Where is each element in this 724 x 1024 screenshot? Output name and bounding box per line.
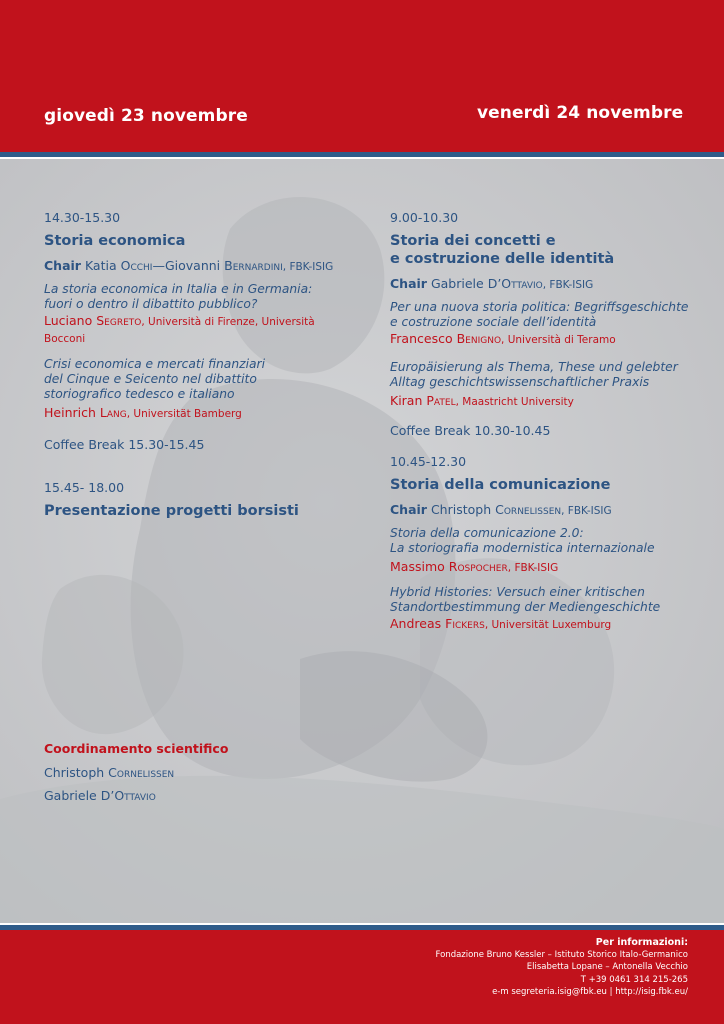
talk-title: Per una nuova storia politica: Begriffsgeschichte e costruzione sociale dell’identità (390, 300, 689, 329)
talk-speaker (390, 393, 690, 410)
session-title: Storia della comunicazione (390, 477, 611, 493)
speaker-first-name: Francesco (390, 331, 453, 346)
coordinator-first-name: Gabriele (44, 788, 97, 803)
talk-speaker (390, 331, 690, 348)
chair-separator: —Giovanni (152, 258, 221, 273)
talk-speaker (390, 559, 690, 576)
chair-first-name: Katia (84, 258, 117, 273)
talk-title: Hybrid Histories: Versuch einer kritischen Standortbestimmung der Mediengeschichte (390, 585, 661, 614)
speaker-affiliation: , Università di Firenze, Università Bocconi (44, 316, 315, 345)
session-title: Storia economica (44, 233, 186, 249)
coordinator-first-name: Christoph (44, 765, 105, 780)
contact-persons: Elisabetta Lopane – Antonella Vecchio (526, 962, 688, 973)
chair-surname: Bernardini (224, 258, 283, 273)
contact-title: Per informazioni: (595, 937, 688, 948)
coordinator-last-name: Cornelißen (108, 765, 175, 780)
session-chair (390, 276, 690, 293)
chair-affiliation: , FBK-ISIG (561, 505, 612, 517)
speaker-affiliation: , Universität Bamberg (126, 408, 242, 420)
talk-speaker (44, 405, 344, 422)
coordinator-last-name: D’Ottavio (100, 788, 156, 803)
coffee-break: Coffee Break 10.30-10.45 (390, 423, 551, 438)
talk-title: La storia economica in Italia e in Germania: fuori o dentro il dibattito pubblico? (44, 282, 313, 311)
chair-affiliation: , FBK-ISIG (282, 261, 334, 273)
speaker-last-name: Rospocher (448, 559, 508, 574)
chair-surname: Occhi (120, 258, 153, 273)
speaker-first-name: Luciano (44, 313, 93, 328)
speaker-last-name: Fickers (445, 616, 485, 631)
chair-label: Chair (44, 258, 81, 273)
speaker-last-name: Segreto (96, 313, 142, 328)
header-band (0, 0, 724, 152)
day-label-friday: venerdì 24 novembre (477, 103, 684, 123)
speaker-affiliation: , Università di Teramo (501, 334, 616, 346)
speaker-last-name: Benigno (456, 331, 502, 346)
contact-institution: Fondazione Bruno Kessler – Istituto Storico Italo-Germanico (435, 950, 688, 960)
chair-surname: Cornelißen (495, 502, 562, 517)
chair-first-name: Christoph (430, 502, 492, 517)
session-title (390, 232, 690, 268)
thursday-column (44, 209, 344, 520)
session-chair (390, 502, 690, 519)
chair-label: Chair (390, 502, 427, 517)
session-time: 15.45- 18.00 (44, 480, 125, 495)
speaker-affiliation: , Maastricht University (455, 396, 574, 408)
session-time: 10.45-12.30 (390, 454, 467, 469)
contact-email-web[interactable]: e-m segreteria.isig@fbk.eu | http://isig.fbk.eu/ (492, 986, 688, 997)
talk-speaker (390, 616, 690, 633)
speaker-first-name: Andreas (390, 616, 442, 631)
coordinator-name (44, 787, 228, 804)
talk-title: Europäisierung als Thema, These und gelebter Alltag geschichtswissenschaftlicher Praxis (390, 360, 678, 389)
chair-first-name: Gabriele (430, 276, 484, 291)
footer-band (0, 930, 724, 1024)
talk-speaker (44, 313, 344, 347)
programme-content (0, 159, 724, 923)
session-time: 9.00-10.30 (390, 210, 459, 225)
chair-surname: D’Ottavio (487, 276, 543, 291)
speaker-affiliation: , FBK-ISIG (507, 562, 559, 574)
session-title-line: Storia dei concetti e (390, 233, 556, 249)
day-label-thursday: giovedì 23 novembre (44, 106, 248, 126)
coordinator-name (44, 764, 228, 781)
coordination-block (44, 740, 228, 804)
speaker-first-name: Massimo (390, 559, 445, 574)
speaker-last-name: Lang (99, 405, 127, 420)
coordination-title: Coordinamento scientifico (44, 741, 229, 756)
talk-title: Storia della comunicazione 2.0: La storiografia modernistica internazionale (390, 526, 655, 555)
friday-column (390, 209, 690, 633)
speaker-first-name: Heinrich (44, 405, 96, 420)
session-chair (44, 258, 344, 275)
session-time: 14.30-15.30 (44, 210, 121, 225)
speaker-first-name: Kiran (390, 393, 423, 408)
session-title-line: e costruzione delle identità (390, 251, 615, 267)
speaker-affiliation: , Universität Luxemburg (484, 619, 612, 631)
contact-phone: T +39 0461 314 215-265 (580, 974, 688, 985)
speaker-last-name: Patel (426, 393, 456, 408)
chair-label: Chair (390, 276, 427, 291)
chair-affiliation: , FBK-ISIG (542, 279, 594, 291)
contact-info (436, 936, 688, 998)
coffee-break: Coffee Break 15.30-15.45 (44, 437, 205, 452)
session-title: Presentazione progetti borsisti (44, 503, 299, 519)
talk-title: Crisi economica e mercati finanziari del Cinque e Seicento nel dibattito storiografico tedesco e italiano (44, 357, 266, 401)
